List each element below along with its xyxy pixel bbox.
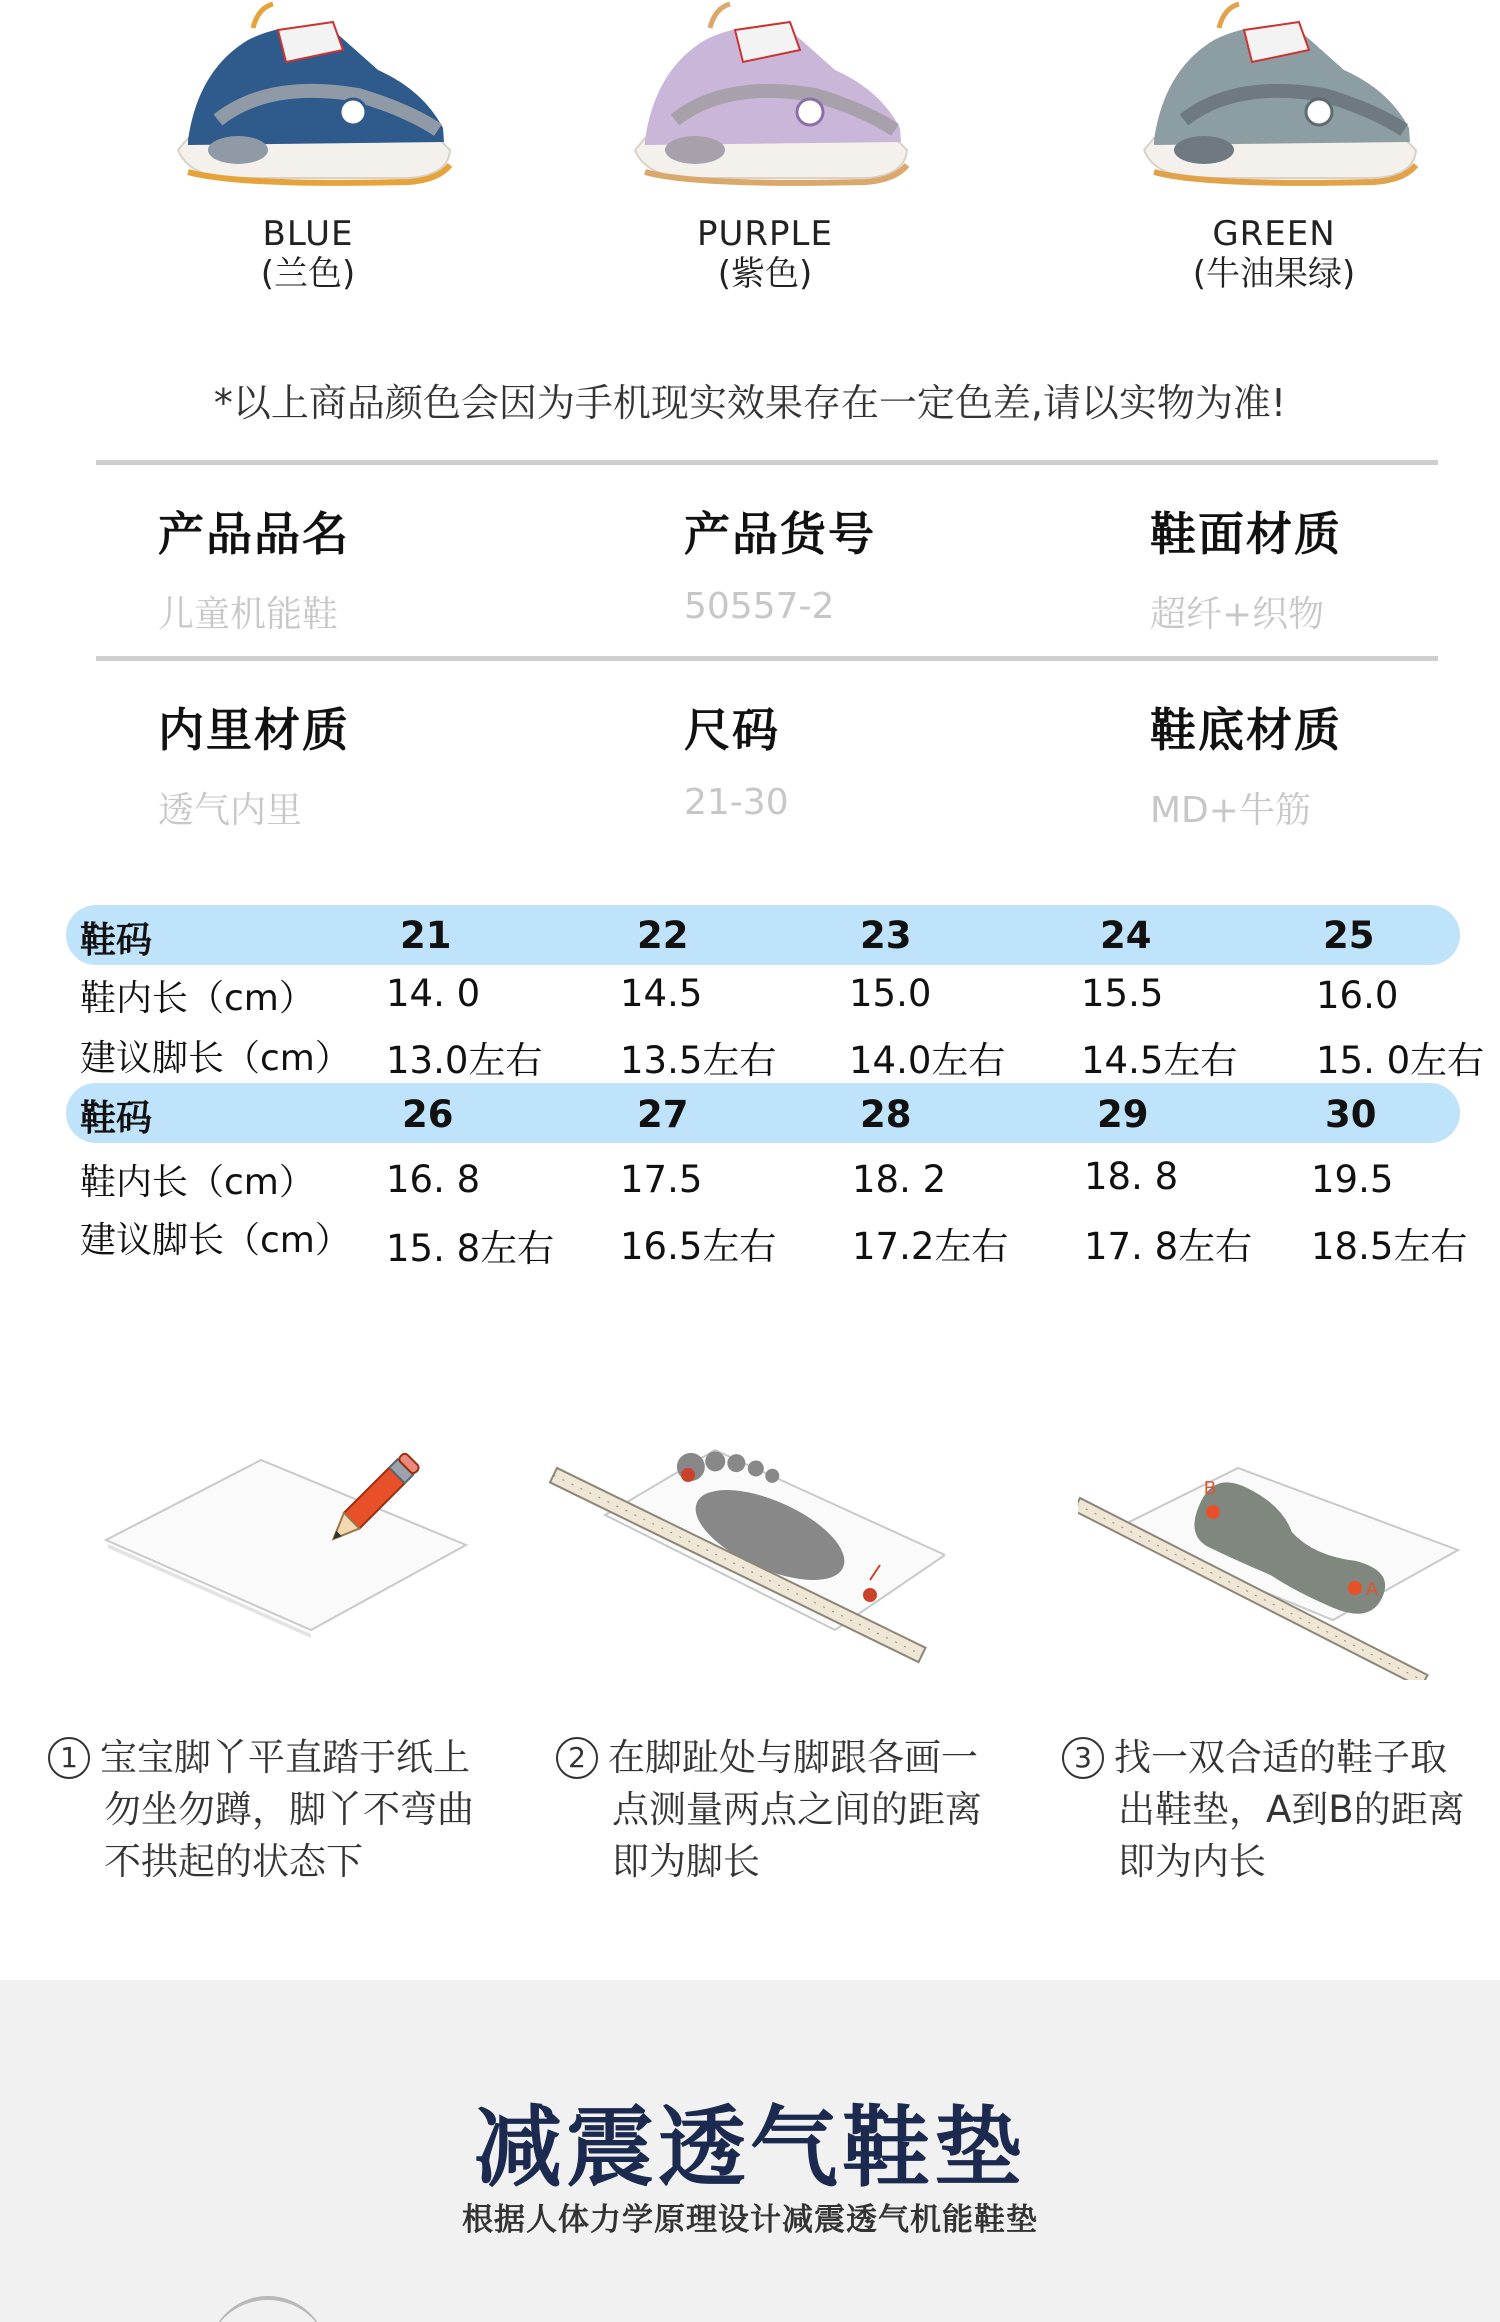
- size-value: 23: [860, 914, 912, 957]
- shoe-green-image: [1124, 0, 1424, 200]
- color-name-en: PURPLE: [697, 214, 833, 254]
- size-value: 28: [860, 1093, 912, 1136]
- foot-length-value: 13.0左右: [386, 1039, 543, 1082]
- inner-length-label: 鞋内长（cm）: [80, 978, 315, 1019]
- foot-length-value: 17.2左右: [852, 1225, 1009, 1268]
- size-value: 25: [1323, 914, 1375, 957]
- foot-length-value: 14.5左右: [1081, 1039, 1238, 1082]
- spec-divider-top: [96, 460, 1438, 465]
- foot-length-value: 15. 0左右: [1316, 1039, 1485, 1082]
- spec-key: 鞋面材质: [1150, 507, 1342, 561]
- inner-length-value: 15.0: [849, 972, 932, 1015]
- spec-size-range: [684, 694, 789, 823]
- spec-value: 21-30: [684, 782, 789, 823]
- step-text-line: 在脚趾处与脚跟各画一: [608, 1736, 978, 1779]
- size-value: 21: [400, 914, 452, 957]
- step-text-line: 不拱起的状态下: [104, 1840, 363, 1883]
- decorative-arc: [208, 2296, 328, 2322]
- step-1-paper-pencil-illustration: [96, 1430, 476, 1660]
- color-name-cn: (牛油果绿): [1192, 254, 1356, 294]
- step-1-instructions: [48, 1732, 474, 1888]
- step-2-footprint-ruler-illustration: [545, 1440, 945, 1680]
- foot-length-value: 15. 8左右: [386, 1227, 555, 1270]
- banner-title: 减震透气鞋垫: [473, 2096, 1026, 2199]
- size-value: 22: [637, 914, 689, 957]
- inner-length-label: 鞋内长（cm）: [80, 1162, 315, 1203]
- insole-mark-b: B: [1204, 1478, 1217, 1498]
- spec-product-name: [158, 498, 350, 637]
- spec-key: 产品品名: [158, 507, 350, 561]
- inner-length-value: 16. 8: [386, 1158, 481, 1201]
- spec-value: 超纤+织物: [1150, 594, 1325, 635]
- size-value: 26: [402, 1093, 454, 1136]
- size-label: 鞋码: [80, 920, 153, 961]
- inner-length-value: 17.5: [620, 1158, 703, 1201]
- spec-key: 鞋底材质: [1150, 703, 1342, 757]
- banner-subtitle: 根据人体力学原理设计减震透气机能鞋垫: [462, 2202, 1038, 2238]
- inner-length-value: 16.0: [1316, 974, 1399, 1017]
- spec-product-code: [684, 498, 876, 627]
- color-disclaimer: *以上商品颜色会因为手机现实效果存在一定色差,请以实物为准!: [213, 381, 1287, 425]
- step-number: 3: [1062, 1737, 1104, 1779]
- spec-key: 产品货号: [684, 507, 876, 561]
- insole-feature-banner: [0, 1980, 1500, 2322]
- shoe-blue-image: [158, 0, 458, 200]
- color-name-en: BLUE: [262, 214, 354, 254]
- spec-value: 50557-2: [684, 586, 835, 627]
- foot-length-value: 16.5左右: [620, 1225, 777, 1268]
- foot-length-value: 13.5左右: [620, 1039, 777, 1082]
- spec-upper-material: [1150, 498, 1342, 637]
- step-number: 2: [556, 1737, 598, 1779]
- spec-key: 尺码: [684, 703, 780, 757]
- step-text-line: 即为内长: [1118, 1840, 1266, 1883]
- spec-value: MD+牛筋: [1150, 790, 1311, 831]
- foot-length-label: 建议脚长（cm）: [80, 1038, 351, 1079]
- insole-mark-a: A: [1366, 1579, 1379, 1599]
- step-2-instructions: [556, 1732, 982, 1888]
- step-number: 1: [48, 1737, 90, 1779]
- inner-length-value: 19.5: [1311, 1158, 1394, 1201]
- inner-length-value: 18. 2: [852, 1158, 947, 1201]
- foot-length-value: 18.5左右: [1311, 1225, 1468, 1268]
- color-name-cn: (紫色): [717, 254, 813, 294]
- step-line: [556, 1732, 982, 1784]
- size-value: 27: [637, 1093, 689, 1136]
- foot-length-label: 建议脚长（cm）: [80, 1220, 351, 1261]
- color-name-en: GREEN: [1212, 214, 1336, 254]
- step-text-line: 即为脚长: [612, 1840, 760, 1883]
- inner-length-value: 15.5: [1081, 972, 1164, 1015]
- step-3-insole-ruler-illustration: [1078, 1460, 1468, 1680]
- size-value: 29: [1097, 1093, 1149, 1136]
- color-name-cn: (兰色): [260, 254, 356, 294]
- step-3-instructions: [1062, 1732, 1465, 1888]
- inner-length-value: 18. 8: [1084, 1155, 1179, 1198]
- spec-sole-material: [1150, 694, 1342, 833]
- size-header-band: [66, 905, 1460, 965]
- spec-lining-material: [158, 694, 350, 833]
- color-swatch-green[interactable]: [1104, 0, 1444, 300]
- size-header-band: [66, 1083, 1460, 1143]
- size-label: 鞋码: [80, 1098, 153, 1139]
- step-text-line: 找一双合适的鞋子取: [1114, 1736, 1447, 1779]
- step-line: [1062, 1732, 1465, 1784]
- color-swatch-purple[interactable]: [595, 0, 935, 300]
- step-text-line: 勿坐勿蹲，脚丫不弯曲: [104, 1788, 474, 1831]
- color-swatch-blue[interactable]: [138, 0, 478, 300]
- size-value: 24: [1100, 914, 1152, 957]
- spec-value: 儿童机能鞋: [158, 594, 339, 635]
- step-text-line: 宝宝脚丫平直踏于纸上: [100, 1736, 470, 1779]
- step-line: [48, 1732, 474, 1784]
- spec-value: 透气内里: [158, 790, 303, 831]
- inner-length-value: 14. 0: [386, 972, 481, 1015]
- size-value: 30: [1325, 1093, 1377, 1136]
- inner-length-value: 14.5: [620, 972, 703, 1015]
- foot-length-value: 17. 8左右: [1084, 1225, 1253, 1268]
- spec-divider-middle: [96, 656, 1438, 661]
- spec-key: 内里材质: [158, 703, 350, 757]
- foot-length-value: 14.0左右: [849, 1039, 1006, 1082]
- step-text-line: 点测量两点之间的距离: [612, 1788, 982, 1831]
- step-text-line: 出鞋垫，A到B的距离: [1118, 1788, 1465, 1831]
- shoe-purple-image: [615, 0, 915, 200]
